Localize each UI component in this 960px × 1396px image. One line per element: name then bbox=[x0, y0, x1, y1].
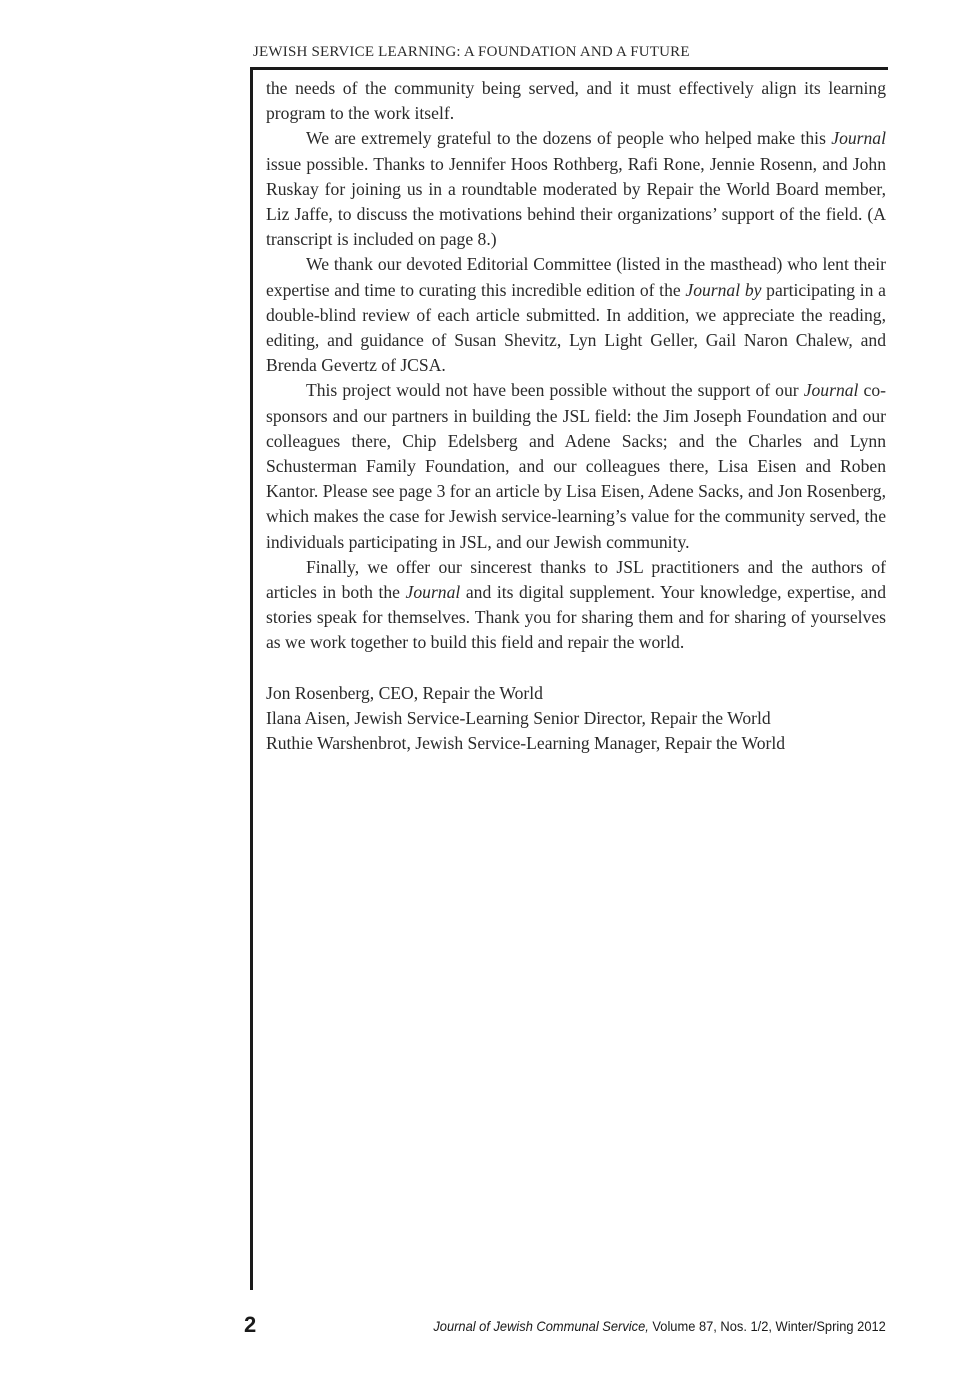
paragraph-2-text-b: issue possible. Thanks to Jennifer Hoos Rothberg, Rafi Rone, Jennie Rosenn, and John Ruskay for joining us in a roundtable moderated by Repair the World Board member, Liz Jaffe, to discuss the motivations behind their organizations’ support of the field. (A transcript is included on page 8.) bbox=[266, 153, 886, 250]
paragraph-4-text-b: co-sponsors and our partners in building the JSL field: the Jim Joseph Foundation and our colleagues there, Chip Edelsberg and Adene Sacks; and the Charles and Lynn Schusterman Family Foundation, and our colleagues there, Lisa Eisen and Roben Kantor. Please see page 3 for an article by Lisa Eisen, Adene Sacks, and Jon Rosenberg, which makes the case for Jewish service-learning’s value for the community served, the individuals participating in JSL, and our Jewish community. bbox=[266, 380, 886, 552]
paragraph-2 bbox=[266, 126, 886, 252]
paragraph-3-text-a: We thank our devoted Editorial Committee (listed in the masthead) who lent their expertise and time to curating this incredible edition of the bbox=[266, 254, 886, 300]
footer-issue-info: Volume 87, Nos. 1/2, Winter/Spring 2012 bbox=[649, 1318, 886, 1334]
paragraph-3 bbox=[266, 252, 886, 378]
article-body bbox=[266, 76, 886, 756]
paragraph-4 bbox=[266, 378, 886, 554]
signature-line: Ilana Aisen, Jewish Service-Learning Senior Director, Repair the World bbox=[266, 707, 771, 728]
left-rule bbox=[250, 67, 253, 1290]
journal-title-italic: Journal bbox=[831, 128, 886, 149]
paragraph-5 bbox=[266, 555, 886, 656]
journal-title-italic: Journal by bbox=[685, 279, 762, 300]
paragraph-5-text-a: Finally, we offer our sincerest thanks to JSL practitioners and the authors of articles in both the bbox=[266, 556, 886, 603]
journal-title-italic: Journal bbox=[405, 582, 461, 603]
footer-citation bbox=[434, 1318, 886, 1334]
top-rule bbox=[250, 67, 888, 70]
journal-title-italic: Journal bbox=[803, 380, 859, 401]
paragraph-4-text-a: This project would not have been possible without the support of our bbox=[306, 380, 804, 401]
page-number: 2 bbox=[244, 1312, 257, 1337]
paragraph-2-text-a: We are extremely grateful to the dozens of people who helped make this bbox=[306, 128, 832, 149]
signature-line: Jon Rosenberg, CEO, Repair the World bbox=[266, 682, 543, 703]
running-head: JEWISH SERVICE LEARNING: A FOUNDATION AND A FUTURE bbox=[253, 44, 690, 60]
signature-block bbox=[266, 681, 886, 757]
paragraph-3-text-b: participating in a double-blind review of each article submitted. In addition, we appreciate the reading, editing, and guidance of Susan Shevitz, Lyn Light Geller, Gail Naron Chalew, and Brenda Gevertz of JCSA. bbox=[266, 279, 886, 376]
footer-journal-title: Journal of Jewish Communal Service, bbox=[433, 1318, 650, 1334]
paragraph-5-text-b: and its digital supplement. Your knowledge, expertise, and stories speak for themselves. Thank you for sharing them and for sharing of yourselves as we work together to build this field and repair the world. bbox=[266, 582, 886, 653]
signature-line: Ruthie Warshenbrot, Jewish Service-Learning Manager, Repair the World bbox=[266, 733, 786, 754]
paragraph-1-text: the needs of the community being served, and it must effectively align its learning program to the work itself. bbox=[266, 78, 886, 124]
paragraph-1 bbox=[266, 76, 886, 126]
